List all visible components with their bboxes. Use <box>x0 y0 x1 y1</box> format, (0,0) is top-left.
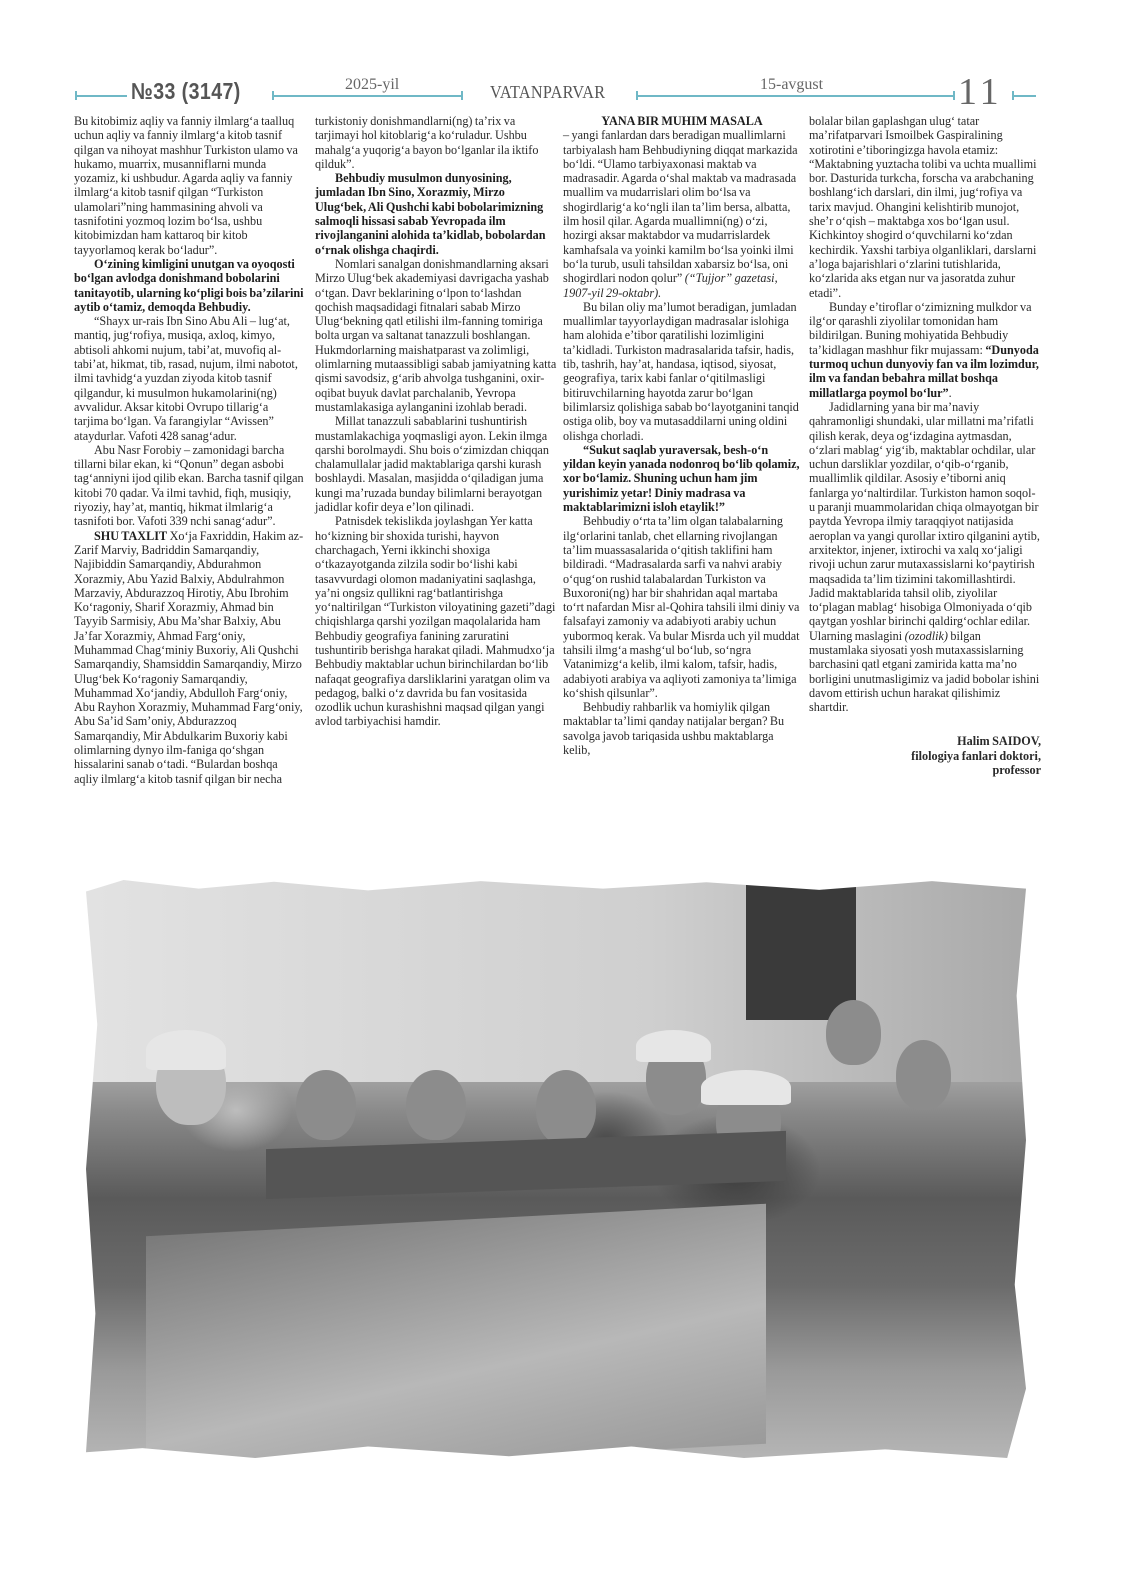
photo-bench <box>266 1131 786 1199</box>
article-paragraph <box>74 443 304 529</box>
article-paragraph <box>315 514 557 728</box>
article-paragraph <box>809 400 1041 715</box>
issue-year: 2025-yil <box>345 76 400 93</box>
article-paragraph <box>315 414 557 514</box>
issue-number: №33 (3147) <box>131 78 241 104</box>
photo-child <box>536 1070 596 1145</box>
issue-date: 15-avgust <box>760 76 824 93</box>
page-header <box>0 0 1123 113</box>
body-text: Bu kitobimiz aqliy va fanniy ilmlarg‘a taalluq uchun aqliy va fanniy ilmlarg‘a kitob tasnif qilgan va nihoyat mashhur Turkiston ulamo va hukamo, muarrix, musanniflarni munda yozamiz, ki ushbudur. Agarda aqliy va fanniy ilmlarg‘a kitob tasnif qilgan “Turkiston ulamolari”ning hammasining ahvoli va tasnifotini yozmoq lozim bo‘lsa, ushbu kitobimizdan ham kattaroq bir kitob tayyorlamoq kerak bo‘ladur”. <box>74 114 298 257</box>
article-paragraph <box>74 257 304 314</box>
header-rule-tick <box>272 91 274 100</box>
signature-title: filologiya fanlari doktori, <box>911 748 1041 763</box>
newspaper-name: VATANPARVAR <box>490 82 606 102</box>
body-text: Behbudiy rahbarlik va homiylik qilgan maktablar ta’limi qanday natijalar bergan? Bu savolga javob tariqasida ushbu maktablarga kelib, <box>563 700 785 758</box>
photo-window <box>746 880 856 1020</box>
header-rule <box>75 95 127 97</box>
bold-text: SHU TAXLIT <box>94 528 168 543</box>
photo-child-cap <box>636 1030 711 1062</box>
article-column-1 <box>74 114 304 786</box>
article-column-3 <box>563 114 801 757</box>
article-paragraph <box>563 514 801 700</box>
photo-desk <box>146 1204 766 1458</box>
photo-child-cap <box>146 1030 226 1070</box>
photo-child <box>296 1070 356 1140</box>
header-rule-tick <box>636 91 638 100</box>
header-rule <box>636 95 954 97</box>
article-paragraph <box>315 257 557 414</box>
italic-text: (“Tujjor” gazetasi, 1907-yil 29-oktabr). <box>563 271 778 300</box>
bold-text: Behbudiy musulmon dunyosining, jumladan Ibn Sino, Xorazmiy, Mirzo Ulug‘bek, Ali Qushchi kabi bobolarimizning salmoqli hissasi sabab Yevropada ilm rivojlanganini alohida ta’kidlab, bobolardan o‘rnak olishga chaqirdi. <box>315 171 546 257</box>
body-text: – yangi fanlardan dars beradigan muallimlarni tarbiyalash ham Behbudiyning diqqat markazida bo‘ldi. “Ulamo tarbiyaxonasi maktab va madrasadir. Agarda o‘shal maktab va madrasada muallim va mudarrislari olim bo‘lsa va shogirdlarig‘a ko‘ngli ilan ta’lim bersa, albatta, ilm hosil qilar. Agarda muallimni(ng) o‘zi, hozirgi aksar maktabdor va mudarrislardek kamhafsala va yoinki kamilm bo‘lsa yoinki ilmi bo‘la turub, usuli tahsildan xabarsiz bo‘lsa, oni shogirdlari nodon qolur” <box>563 128 798 286</box>
photo-child <box>826 1000 881 1065</box>
article-paragraph <box>563 114 801 128</box>
header-rule-tick <box>461 91 463 100</box>
header-rule-tick <box>75 91 77 100</box>
header-rule <box>1012 95 1036 97</box>
body-text: Abu Nasr Forobiy – zamonidagi barcha tillarni bilar ekan, ki “Qonun” degan asbobi tag‘anniyni ijod qilib ekan. Barcha tasnif qilgan kitobi 70 qadar. Va ilmi tavhid, fiqh, musiqiy, riyoziy, hay’at, mantiq, hikmat ilmlarig‘a tasnifoti bor. Vafoti 339 nchi sanag‘adur”. <box>74 442 304 529</box>
body-text: turkistoniy donishmandlarni(ng) ta’rix va tarjimayi hol kitoblarig‘a ko‘ruladur. Ushbu mahalg‘a yuqorig‘a bayon bo‘lganlar ila iktifo qilduk”. <box>315 114 539 171</box>
bold-text: YANA BIR MUHIM MASALA <box>601 114 763 128</box>
article-paragraph <box>74 314 304 443</box>
bold-text: “Sukut saqlab yuraversak, besh-o‘n yildan keyin yanada nodonroq bo‘lib qolamiz, xor bo‘lamiz. Shuning uchun ham jim yurishimiz yetar! Diniy madrasa va maktablarimizni isloh etaylik!” <box>563 442 800 515</box>
page-number: 11 <box>958 71 1003 113</box>
bold-text: O‘zining kimligini unutgan va oyoqosti bo‘lgan avlodga donishmand bobolarini tanitayotib, ularning ko‘pligi bois ba’zilarini aytib o‘tamiz, demoqda Behbudiy. <box>74 256 304 314</box>
article-paragraph <box>74 114 304 257</box>
bold-text: “Dunyoda turmoq uchun dunyoviy fan va ilm lozimdur, ilm va fandan bebahra millat boshqa millatlarga poymol bo‘lur” <box>809 342 1039 400</box>
body-text: bolalar bilan gaplashgan ulug‘ tatar ma’rifatparvari Ismoilbek Gaspiralining xotirotini e’tiboringizga havola etamiz: “Maktabning yuztacha tolibi va uchta muallimi bor. Dasturida turkcha, forscha va arabchaning boshlang‘ich darslari, din ilmi, jug‘rofiya va tarix mavjud. Ohangini kelishtirib munojot, she’r o‘qish – maktabga xos bo‘lgan usul. Kichkintoy shogird o‘quvchilarni ko‘zdan kechirdik. Yaxshi tarbiya olganliklari, darslarni a’loga bajarishlari o‘zlarini tutishlarida, ko‘zlarida aks etgan nur va jasoratda zuhur etadi”. <box>809 114 1037 300</box>
body-text: Patnisdek tekislikda joylashgan Yer katta ho‘kizning bir shoxida turishi, hayvon charchagach, Yerni ikkinchi shoxiga o‘tkazayotganda zilzila sodir bo‘lishi kabi tasavvurdagi olomon madaniyatini saqlashga, ya’ni ongsiz qullikni rag‘batlantirishga yo‘naltirilgan “Turkiston viloyatining gazeti”dagi chiqishlarga qarshi yozilgan maqolalarida ham Behbudiy geografiya fanining zaruratini tushuntirib berishga harakat qiladi. Mahmudxo‘ja Behbudiy maktablar uchun birinchilardan bo‘lib nafaqat geografiya darsliklarini yaratgan olim va pedagog, balki o‘z davrida bu fan vositasida ozodlik uchun kurashishni maqsad qilgan yangi avlod tarbiyachisi hamdir. <box>315 514 556 729</box>
body-text: Bunday e’tiroflar o‘zimizning mulkdor va ilg‘or qarashli ziyolilar tomonidan ham bildirilgan. Buning mohiyatida Behbudiy ta’kidlagan mashhur fikr mujassam: <box>809 299 1032 357</box>
body-text: “Shayx ur-rais Ibn Sino Abu Ali – lug‘at, mantiq, jug‘rofiya, musiqa, axloq, kimyo, abtisoli ahkomi nujum, tabi’at, muvofiq al-tabi’at, hikmat, tib, rasad, nujum, ilmi nabotot, ilmi tavhidg‘a yuzdan ziyoda kitob tasnif qilgandur, ki musulmon hukamolarini(ng) avvalidur. Aksar kitobi Ovrupo tillarig‘a tarjima bo‘lgan. Va farangiylar “Avissen” ataydurlar. Vafoti 428 sanag‘adur. <box>74 314 298 443</box>
article-paragraph <box>563 128 801 300</box>
article-paragraph <box>809 114 1041 300</box>
body-text: Jadidlarning yana bir ma’naviy qahramonligi shundaki, ular millatni ma’rifatli qilish kerak, deya og‘izdagina aytmasdan, o‘zlari mablag‘ yig‘ib, maktablar ochdilar, ular uchun darsliklar yozdilar, o‘qib-o‘rganib, muallimlik qildilar. Asosiy e’tiborni aniq fanlarga yo‘naltirdilar. Turkiston hamon soqol-u paranji muammolaridan chiqa olmayotgan bir paytda Yevropa ilmiy taraqqiyot natijasida aeroplan va yangi qurollar ixtiro qilganini aytib, arxitektor, injener, ixtirochi va xalq xo‘jaligi rivoji uchun zarur mutaxassislarni ko‘paytirish maqsadida ta’lim tizimini takomillashtirdi. Jadid maktablarida tahsil olib, ziyolilar to‘plagan mablag‘ hisobiga Olmoniyada o‘qib qaytgan yoshlar birinchi qaldirg‘ochlar edilar. Ularning maslagini <box>809 399 1040 643</box>
body-text: Millat tanazzuli sabablarini tushuntirish mustamlakachiga yoqmasligi ayon. Lekin ilmga qarshi borolmaydi. Shu bois o‘zimizdan chiqqan chalamullalar jadid maktablariga qarshi kurash boshlaydi. Masalan, masjidda o‘qiladigan juma kungi ma’ruzada bunday bilimlarni berayotgan jadidlar kofir deya e’lon qilinadi. <box>315 414 549 515</box>
body-text: Behbudiy o‘rta ta’lim olgan talabalarning ilg‘orlarini tanlab, chet ellarning rivojlangan ta’lim muassasalarida o‘qitish taklifini ham bildiradi. “Madrasalarda sarfi va nahvi arabiy o‘qug‘on rushid talabalardan Turkiston va Buxoroni(ng) har bir shahridan aqal martaba to‘rt nafardan Misr al-Qohira tahsili ilmi diniy va falsafayi zamoniy va adabiyoti arabiy uchun yubormoq kerak. Va bular Misrda uch yil muddat tahsili ilmg‘a mashg‘ul bo‘lub, so‘ngra Vatanimizg‘a kelib, ilmi kalom, tafsir, hadis, adabiyoti arabiya va aqliyoti zamoniya ta’limiga ko‘shish qilsunlar”. <box>563 514 800 700</box>
article-paragraph <box>74 529 304 786</box>
article-column-4 <box>809 114 1041 777</box>
author-signature <box>809 734 1041 777</box>
body-text: Nomlari sanalgan donishmandlarning aksari Mirzo Ulug‘bek akademiyasi davrigacha yashab o‘tgan. Davr beklarining o‘lpon to‘lashdan qochish maqsadidagi fitnalari sabab Mirzo Ulug‘bekning qatl etilishi ilm-fanning tomiriga bolta urgan va saltanat tanazzuli boshlangan. Hukmdorlarning maishatparast va zolimligi, olimlarning mutaassibligi sabab jamiyatning katta qismi savodsiz, g‘arib ahvolga tushganini, oxir-oqibat buyuk davlat parchalanib, Yevropa mustamlakasiga aylanganini izohlab beradi. <box>315 256 557 414</box>
article-paragraph <box>563 700 801 757</box>
body-text: Xo‘ja Faxriddin, Hakim az-Zarif Marviy, Badriddin Samarqandiy, Najibiddin Samarqandiy, Abdurahmon Xorazmiy, Abu Yazid Balxiy, Abdulrahmon Marzaviy, Abdurazzoq Hirotiy, Abu Ibrohim Ko‘ragoniy, Sharif Xorazmiy, Ahmad bin Tayyib Sarmisiy, Abu Ma’shar Balxiy, Abu Ja’far Xorazmiy, Ahmad Farg‘oniy, Muhammad Chag‘miniy Buxoriy, Ali Qushchi Samarqandiy, Shamsiddin Samarqandiy, Mirzo Ulug‘bek Ko‘ragoniy Samarqandiy, Muhammad Xo‘jandiy, Abdulloh Farg‘oniy, Abu Rayhon Xorazmiy, Muhammad Farg‘oniy, Abu Sa’id Sam’oniy, Abdurazzoq Samarqandiy, Mir Abdulkarim Buxoriy kabi olimlarning dynyo ilm-faniga qo‘shgan hissalarini sanab o‘tadi. “Bulardan boshqa aqliy ilmlarg‘a kitob tasnif qilgan bir necha <box>74 528 304 786</box>
article-paragraph <box>563 443 801 514</box>
photo-child-cap <box>701 1070 791 1105</box>
classroom-photo <box>86 880 1026 1458</box>
signature-name: Halim SAIDOV, <box>957 734 1041 749</box>
photo-child <box>896 1040 951 1110</box>
article-paragraph <box>809 300 1041 400</box>
header-rule-tick <box>953 91 955 100</box>
article-paragraph <box>315 171 557 257</box>
article-paragraph <box>563 300 801 443</box>
body-text: . <box>948 385 952 400</box>
italic-text: (ozodlik) <box>904 628 948 643</box>
header-rule-tick <box>1012 91 1014 100</box>
body-text: Bu bilan oliy ma’lumot beradigan, jumladan muallimlar tayyorlaydigan madrasalar islohiga ham alohida e’tibor qaratilishi lozimligini ta’kidladi. Turkiston madrasalarida tafsir, hadis, tib, tashrih, hay’at, handasa, iqtisod, siyosat, geografiya, tarix kabi fanlar o‘qitilmasligi bitiruvchilarning hayotda zarur bo‘lgan bilimlarsiz qolishiga sabab bo‘layotganini tanqid ostiga olib, boy va mutasaddilarni uning oldini olishga chorladi. <box>563 299 799 443</box>
body-text: bilgan mustamlaka siyosati yosh mutaxassislarning barchasini qatl etgani zamirida katta ma’no borligini unutmasligimiz va jadid bobolar ishini davom ettirish uchun harakat qilishimiz shartdir. <box>809 628 1040 715</box>
photo-child <box>406 1070 466 1140</box>
photo-wall <box>86 880 1026 1082</box>
article-column-2 <box>315 114 557 729</box>
header-rule <box>272 95 462 97</box>
article-paragraph <box>315 114 557 171</box>
signature-rank: professor <box>992 763 1041 778</box>
